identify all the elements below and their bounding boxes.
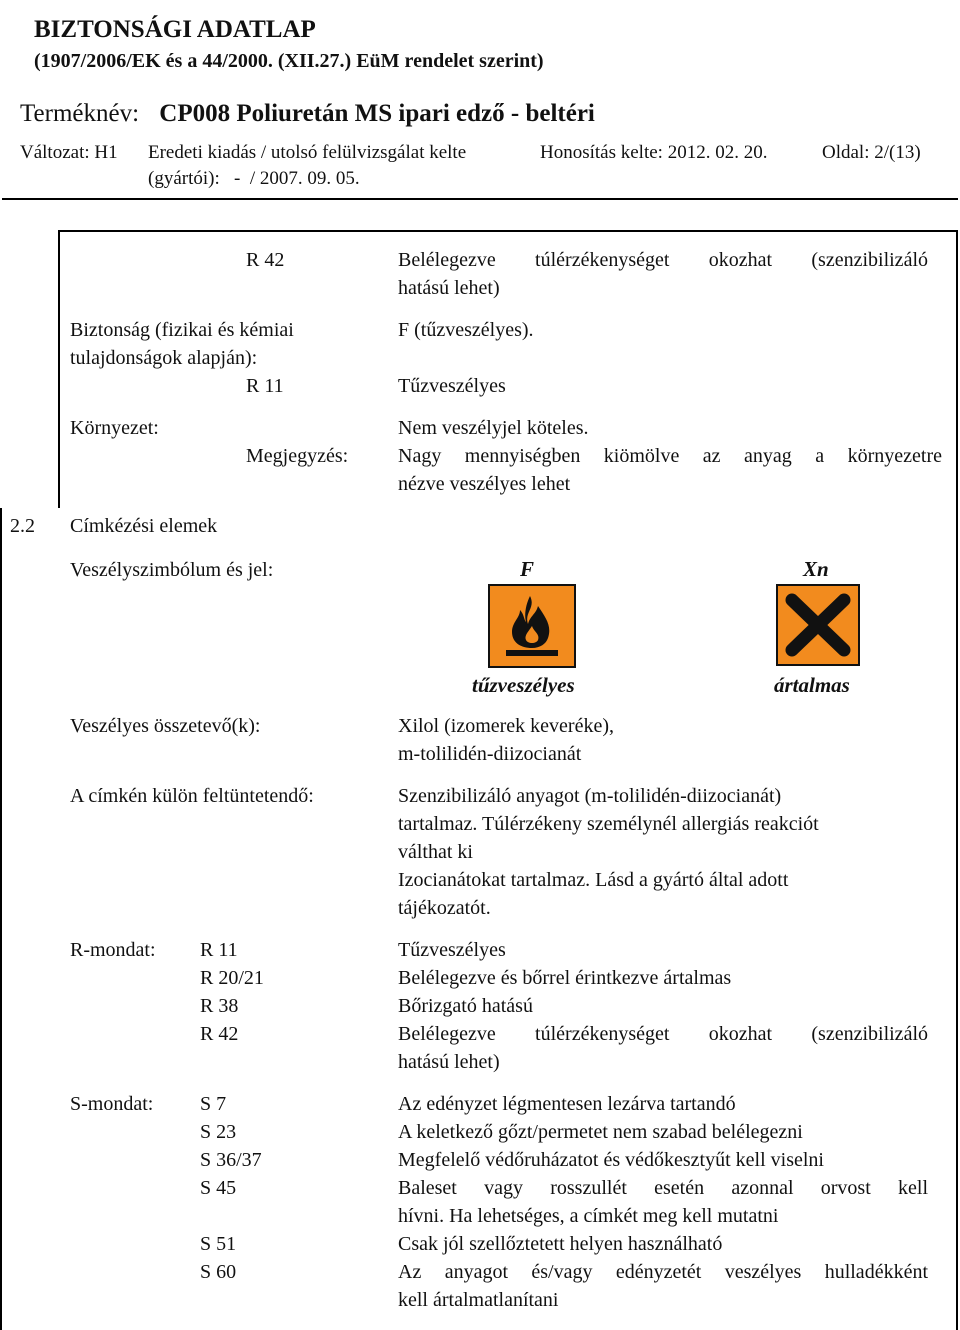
- r-phrase-code: R 42: [200, 1023, 239, 1045]
- environment-note-label: Megjegyzés:: [246, 445, 349, 467]
- r-phrase-text: Tűzveszélyes: [398, 939, 506, 961]
- components-label: Veszélyes összetevő(k):: [70, 715, 261, 737]
- product-label: Terméknév:: [20, 100, 140, 127]
- r-phrases-label: R-mondat:: [70, 939, 156, 961]
- page-number: Oldal: 2/(13): [822, 142, 921, 163]
- components-line1: Xilol (izomerek keveréke),: [398, 715, 615, 737]
- health-text-line1: Belélegezve túlérzékenységet okozhat (szenzibilizáló: [398, 249, 928, 271]
- label-notes-label: A címkén külön feltüntetendő:: [70, 785, 314, 807]
- label-notes-line3: válthat ki: [398, 841, 473, 863]
- frame-left-upper: [58, 230, 60, 508]
- r-phrase-code: R 20/21: [200, 967, 264, 989]
- s-phrase-text-cont: hívni. Ha lehetséges, a címkét meg kell mutatni: [398, 1205, 779, 1227]
- frame-right: [956, 230, 958, 1330]
- safety-label-line2: tulajdonságok alapján):: [70, 347, 258, 369]
- label-notes-line5: tájékozatót.: [398, 897, 491, 919]
- s-phrases-label: S-mondat:: [70, 1093, 154, 1115]
- r-phrase-text-cont: hatású lehet): [398, 1051, 500, 1073]
- flame-icon: [490, 586, 574, 666]
- environment-note-line1: Nagy mennyiségben kiömölve az anyag a környezetre: [398, 445, 942, 467]
- issue-label: Eredeti kiadás / utolsó felülvizsgálat kelte: [148, 142, 467, 163]
- s-phrase-code: S 36/37: [200, 1149, 262, 1171]
- s-phrase-code: S 23: [200, 1121, 237, 1143]
- product-name: CP008 Poliuretán MS ipari edző - beltéri: [159, 100, 595, 127]
- national-date: Honosítás kelte: 2012. 02. 20.: [540, 142, 768, 163]
- symbol-letter-xn: Xn: [803, 557, 829, 581]
- environment-note-line2: nézve veszélyes lehet: [398, 473, 571, 495]
- symbols-label: Veszélyszimbólum és jel:: [70, 559, 274, 581]
- section-number: 2.2: [10, 515, 35, 537]
- safety-code: R 11: [246, 375, 284, 397]
- environment-value: Nem veszélyjel köteles.: [398, 417, 589, 439]
- symbol-caption-xn: ártalmas: [774, 673, 850, 697]
- safety-label-line1: Biztonság (fizikai és kémiai: [70, 319, 294, 341]
- symbol-letter-f: F: [520, 557, 535, 581]
- safety-phrase: Tűzveszélyes: [398, 375, 506, 397]
- version: Változat: H1: [20, 142, 118, 163]
- s-phrase-code: S 45: [200, 1177, 237, 1199]
- s-phrase-text: A keletkező gőzt/permetet nem szabad belélegezni: [398, 1121, 803, 1143]
- label-notes-line1: Szenzibilizáló anyagot (m-tolilidén-diizocianát): [398, 785, 782, 807]
- environment-label: Környezet:: [70, 417, 159, 439]
- s-phrase-text: Az anyagot és/vagy edényzetét veszélyes hulladékként: [398, 1261, 928, 1283]
- cross-icon: [778, 586, 858, 664]
- s-phrase-text: Az edényzet légmentesen lezárva tartandó: [398, 1093, 736, 1115]
- health-code: R 42: [246, 249, 285, 271]
- s-phrase-text-cont: kell ártalmatlanítani: [398, 1289, 559, 1311]
- label-notes-line2: tartalmaz. Túlérzékeny személynél allergiás reakciót: [398, 813, 819, 835]
- s-phrase-text: Megfelelő védőruházatot és védőkesztyűt kell viselni: [398, 1149, 824, 1171]
- s-phrase-text: Csak jól szellőztetett helyen használható: [398, 1233, 723, 1255]
- r-phrase-text: Belélegezve túlérzékenységet okozhat (szenzibilizáló: [398, 1023, 928, 1045]
- s-phrase-text: Baleset vagy rosszullét esetén azonnal orvost kell: [398, 1177, 928, 1199]
- label-notes-line4: Izocianátokat tartalmaz. Lásd a gyártó által adott: [398, 869, 789, 891]
- components-line2: m-tolilidén-diizocianát: [398, 743, 582, 765]
- symbol-caption-f: tűzveszélyes: [472, 673, 575, 697]
- r-phrase-code: R 38: [200, 995, 239, 1017]
- r-phrase-code: R 11: [200, 939, 238, 961]
- frame-top: [58, 230, 958, 232]
- r-phrase-text: Belélegezve és bőrrel érintkezve ártalmas: [398, 967, 732, 989]
- harmful-symbol: [776, 584, 860, 666]
- product-line: [20, 100, 595, 128]
- safety-value: F (tűzveszélyes).: [398, 319, 534, 341]
- flammable-symbol: [488, 584, 576, 668]
- regulation-subtitle: (1907/2006/EK és a 44/2000. (XII.27.) EüM rendelet szerint): [34, 50, 544, 72]
- s-phrase-code: S 51: [200, 1233, 237, 1255]
- s-phrase-code: S 60: [200, 1261, 237, 1283]
- document-title: BIZTONSÁGI ADATLAP: [34, 16, 316, 43]
- frame-left-lower: [0, 508, 2, 1330]
- s-phrase-code: S 7: [200, 1093, 227, 1115]
- section-title: Címkézési elemek: [70, 515, 218, 537]
- issue-value: (gyártói): - / 2007. 09. 05.: [148, 168, 360, 189]
- header-divider: [2, 198, 958, 200]
- r-phrase-text: Bőrizgató hatású: [398, 995, 533, 1017]
- health-text-line2: hatású lehet): [398, 277, 500, 299]
